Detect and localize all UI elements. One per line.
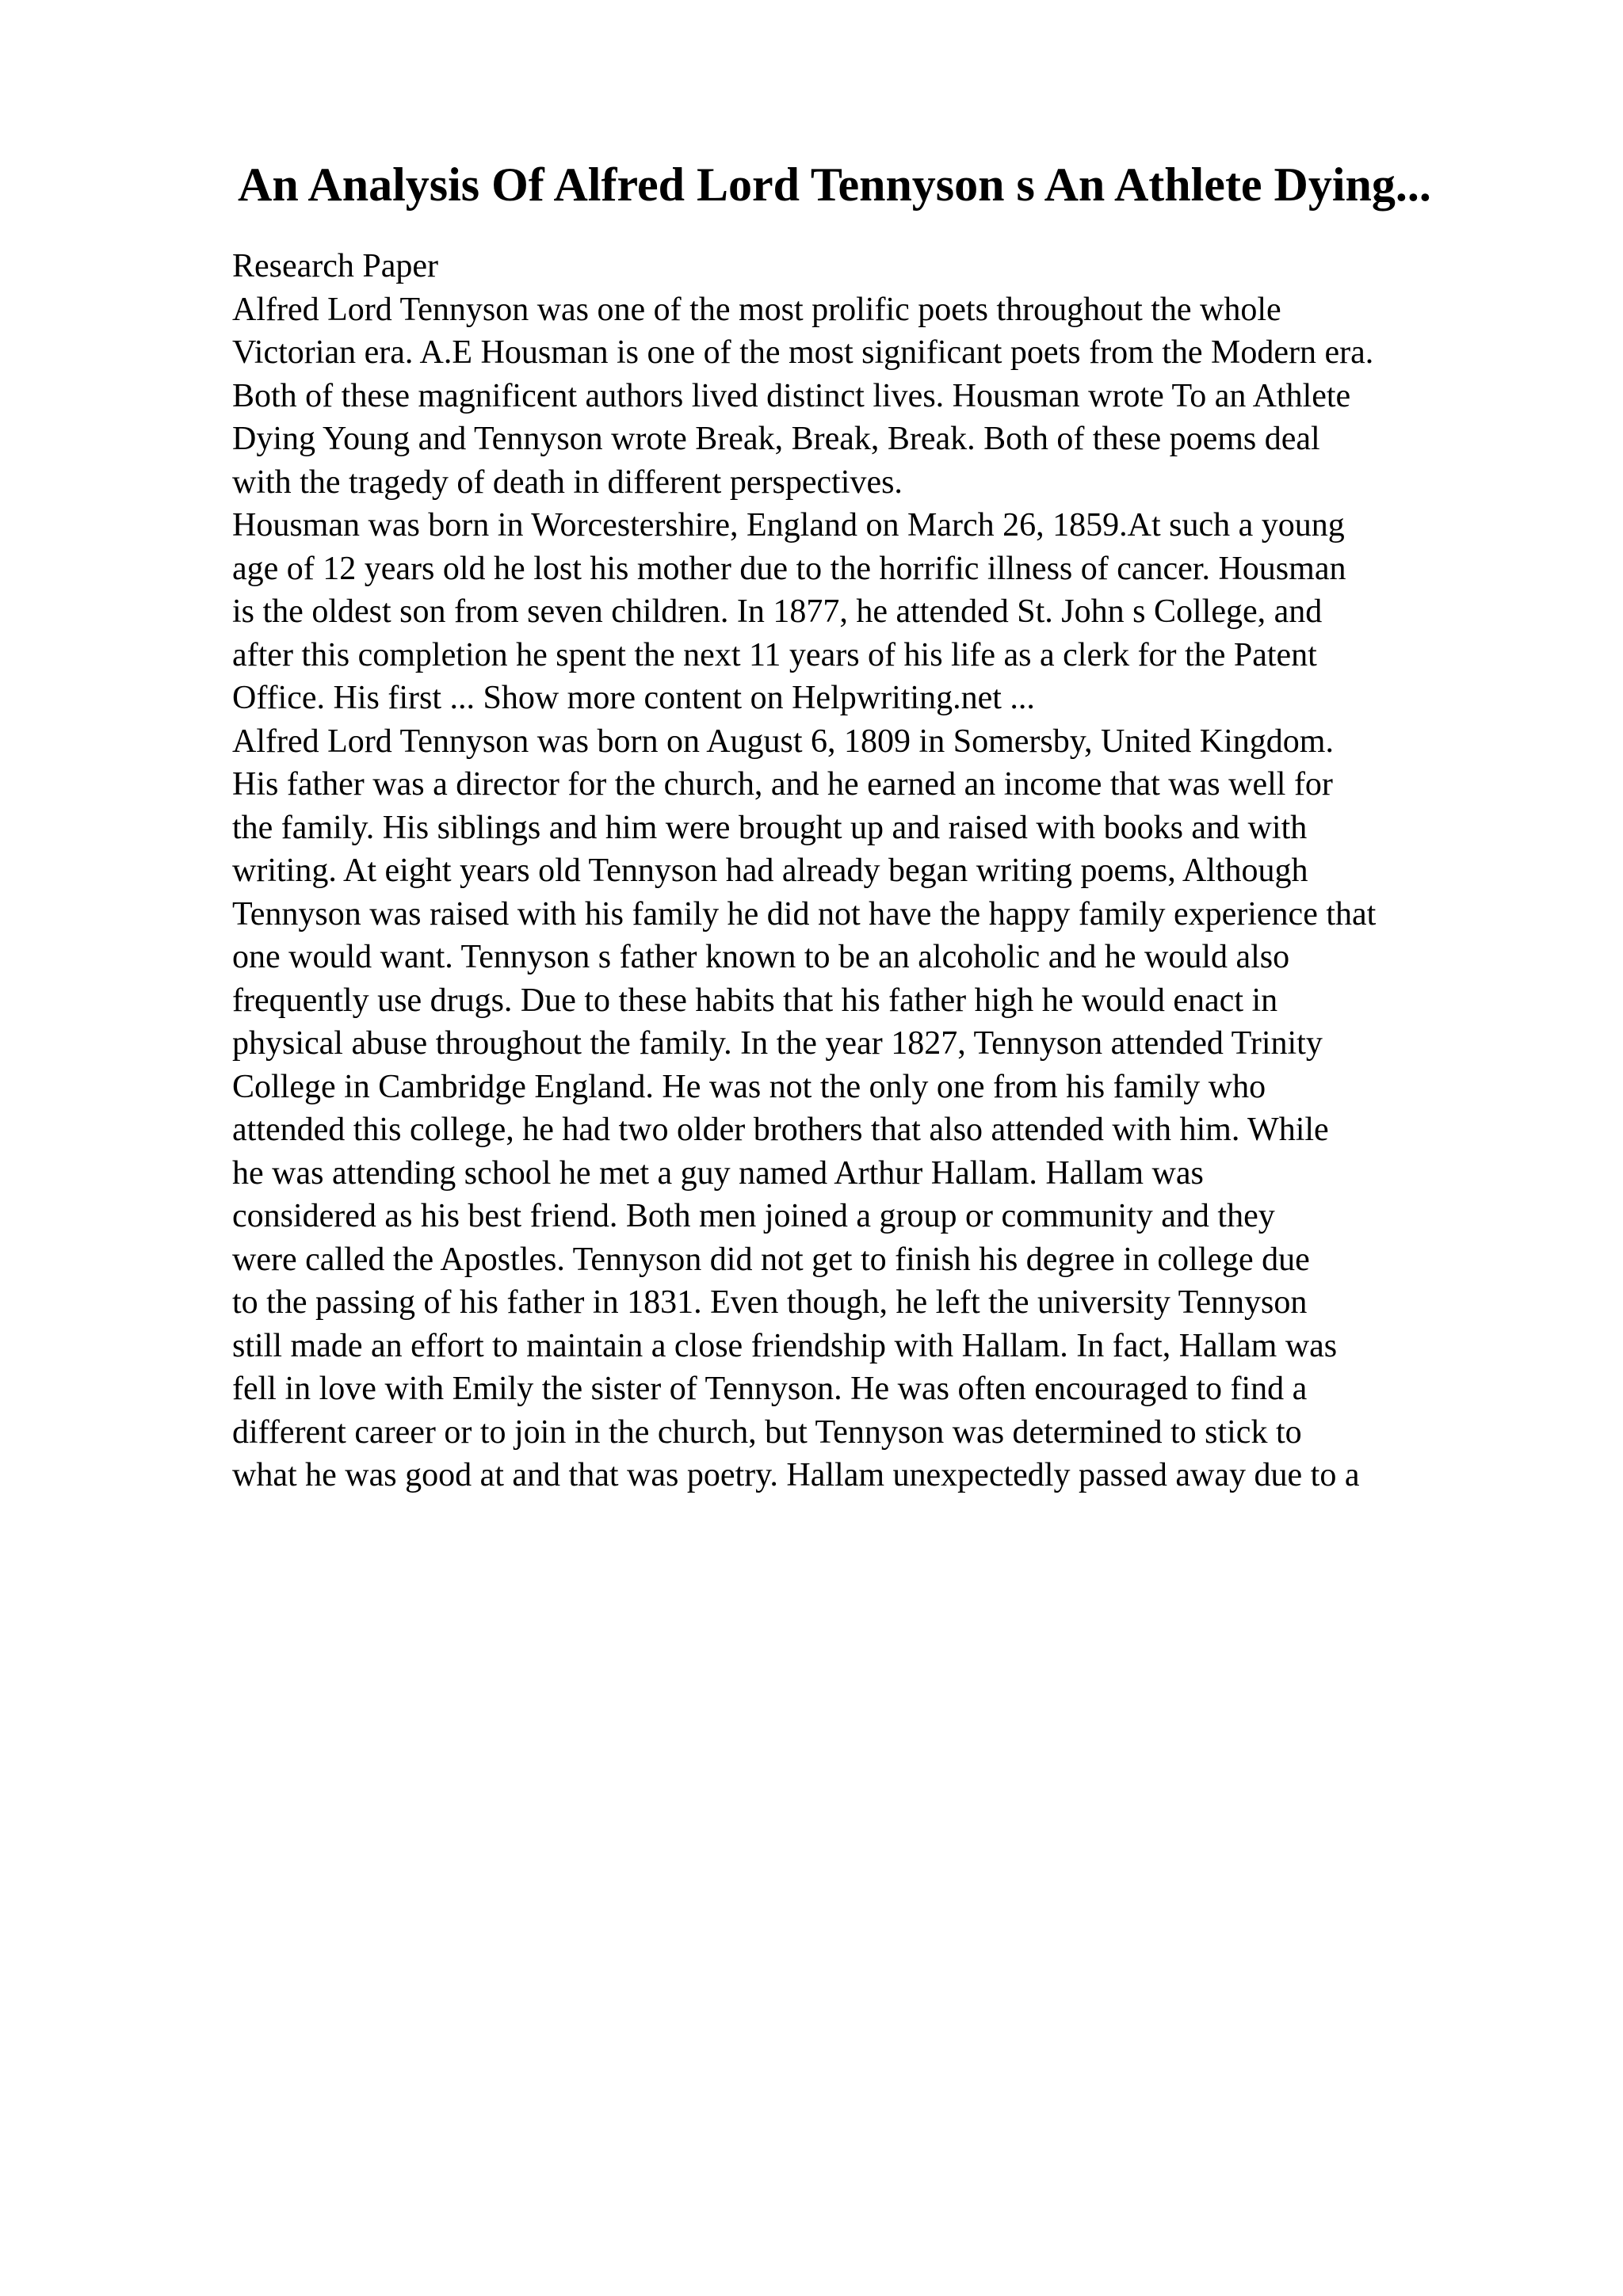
body-line: Both of these magnificent authors lived distinct lives. Housman wrote To an Athlete <box>232 377 1351 414</box>
body-line: Housman was born in Worcestershire, England on March 26, 1859.At such a young <box>232 507 1345 543</box>
body-line: Research Paper <box>232 248 439 284</box>
body-line: were called the Apostles. Tennyson did not get to finish his degree in college due <box>232 1241 1310 1278</box>
body-line: what he was good at and that was poetry. Hallam unexpectedly passed away due to a <box>232 1457 1360 1493</box>
body-line: frequently use drugs. Due to these habits that his father high he would enact in <box>232 982 1278 1019</box>
body-line: Victorian era. A.E Housman is one of the most significant poets from the Modern era. <box>232 334 1374 371</box>
body-line: attended this college, he had two older brothers that also attended with him. While <box>232 1112 1329 1148</box>
body-line: he was attending school he met a guy named Arthur Hallam. Hallam was <box>232 1154 1204 1192</box>
body-line: still made an effort to maintain a close friendship with Hallam. In fact, Hallam was <box>232 1327 1338 1364</box>
body-line: physical abuse throughout the family. In the year 1827, Tennyson attended Trinity <box>232 1025 1323 1062</box>
document-title: An Analysis Of Alfred Lord Tennyson s An Athlete Dying... <box>238 158 1431 211</box>
body-line: is the oldest son from seven children. In 1877, he attended St. John s College, and <box>232 593 1323 630</box>
body-line: fell in love with Emily the sister of Tennyson. He was often encouraged to find a <box>232 1371 1308 1407</box>
body-line: considered as his best friend. Both men joined a group or community and they <box>232 1198 1275 1234</box>
body-line: College in Cambridge England. He was not the only one from his family who <box>232 1068 1266 1105</box>
document-body <box>232 245 1595 1497</box>
body-line: His father was a director for the church, and he earned an income that was well for <box>232 766 1333 803</box>
body-line: different career or to join in the church, but Tennyson was determined to stick to <box>232 1413 1302 1451</box>
body-line: to the passing of his father in 1831. Even though, he left the university Tennyson <box>232 1284 1308 1321</box>
body-line: Office. His first ... Show more content on Helpwriting.net ... <box>232 680 1035 716</box>
body-line: Dying Young and Tennyson wrote Break, Break, Break. Both of these poems deal <box>232 421 1320 457</box>
body-line: one would want. Tennyson s father known to be an alcoholic and he would also <box>232 939 1290 975</box>
body-line: with the tragedy of death in different perspectives. <box>232 463 903 501</box>
body-line: the family. His siblings and him were brought up and raised with books and with <box>232 809 1308 846</box>
body-line: writing. At eight years old Tennyson had already began writing poems, Although <box>232 852 1308 889</box>
body-line: Tennyson was raised with his family he did not have the happy family experience that <box>232 895 1377 933</box>
body-line: after this completion he spent the next 11 years of his life as a clerk for the Patent <box>232 636 1317 673</box>
body-line: age of 12 years old he lost his mother due to the horrific illness of cancer. Housman <box>232 550 1346 587</box>
body-line: Alfred Lord Tennyson was one of the most prolific poets throughout the whole <box>232 291 1281 328</box>
body-line: Alfred Lord Tennyson was born on August 6, 1809 in Somersby, United Kingdom. <box>232 723 1334 760</box>
